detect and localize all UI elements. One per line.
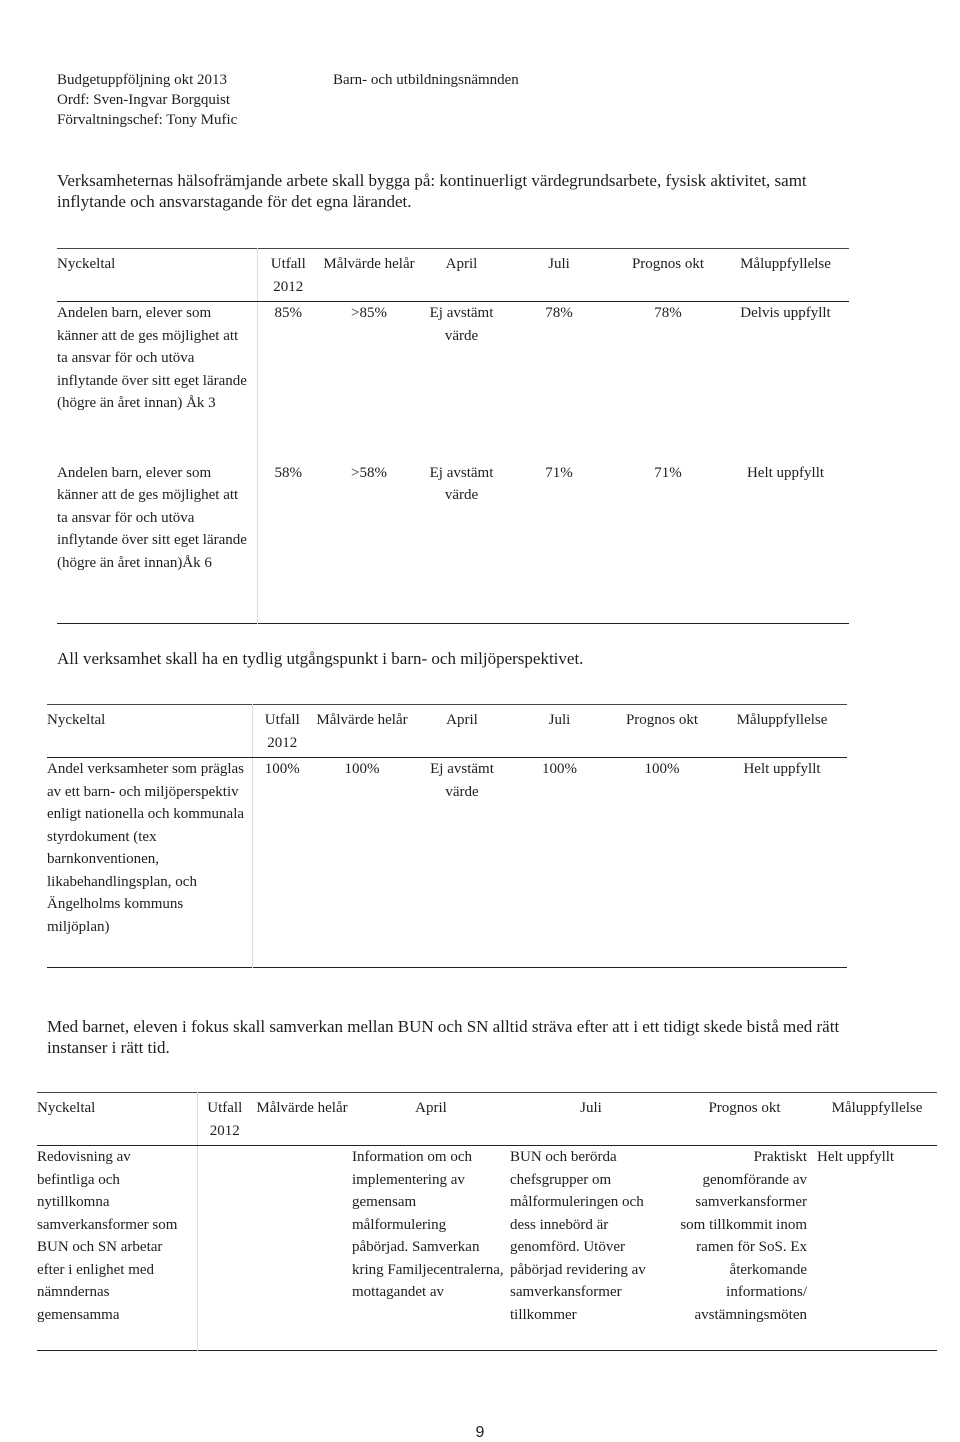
col-maluppfyllelse: Måluppfyllelse xyxy=(717,705,847,758)
table-row xyxy=(57,302,849,462)
col-juli: Juli xyxy=(512,705,607,758)
col-april: April xyxy=(419,249,504,302)
col-utfall: Utfall 2012 xyxy=(257,249,319,302)
cell-maluppfyllelse: Delvis uppfyllt xyxy=(740,305,831,321)
col-prognos: Prognos okt xyxy=(607,705,717,758)
col-prognos: Prognos okt xyxy=(614,249,722,302)
header-line-director: Förvaltningschef: Tony Mufic xyxy=(57,112,238,128)
cell-juli: 71% xyxy=(545,464,573,481)
header-line-chair: Ordf: Sven-Ingvar Borgquist xyxy=(57,92,231,108)
section-1-table xyxy=(57,248,849,624)
table-row xyxy=(57,462,849,624)
cell-prognos: 100% xyxy=(644,761,680,777)
cell-malvarde xyxy=(252,1146,352,1351)
col-utfall: Utfall 2012 xyxy=(252,705,312,758)
cell-nyckeltal: Redovisning av befintliga och nytillkomna samverkansformer som BUN och SN arbetar efter i enlighet med nämndernas gemensamma xyxy=(37,1146,197,1351)
col-juli: Juli xyxy=(504,249,614,302)
section-2-intro: All verksamhet skall ha en tydlig utgångspunkt i barn- och miljöperspektivet. xyxy=(57,649,584,668)
cell-juli: 78% xyxy=(545,305,573,321)
col-malvarde: Målvärde helår xyxy=(319,249,419,302)
col-april: April xyxy=(412,705,512,758)
section-1-intro: Verksamheternas hälsofrämjande arbete skall bygga på: kontinuerligt värdegrundsarbete, fysisk aktivitet, samt inflytande och ansvarstagande för det egna lärandet. xyxy=(57,171,807,211)
cell-malvarde: >85% xyxy=(351,305,387,321)
col-nyckeltal: Nyckeltal xyxy=(57,249,257,302)
col-nyckeltal: Nyckeltal xyxy=(47,705,252,758)
cell-utfall: 85% xyxy=(274,305,302,321)
cell-nyckeltal: Andelen barn, elever som känner att de ges möjlighet att ta ansvar för och utöva inflytande över sitt eget lärande (högre än året innan) Åk 3 xyxy=(57,302,257,462)
col-maluppfyllelse: Måluppfyllelse xyxy=(722,249,849,302)
section-3-table xyxy=(37,1092,937,1351)
header-line-budget: Budgetuppföljning okt 2013 xyxy=(57,72,227,88)
cell-utfall xyxy=(197,1146,252,1351)
cell-juli: BUN och berörda chefsgrupper om målformuleringen och dess innebörd är genomförd. Utöver påbörjad revidering av samverkansformer tillkommer xyxy=(510,1149,646,1323)
cell-malvarde: >58% xyxy=(351,464,387,481)
cell-prognos: Praktiskt genomförande av samverkansformer som tillkommit inom ramen för SoS. Ex återkomande informations/ avstämningsmöten xyxy=(680,1149,807,1323)
cell-prognos: 71% xyxy=(654,464,682,481)
cell-juli: 100% xyxy=(542,761,577,777)
committee-name: Barn- och utbildningsnämnden xyxy=(333,72,519,88)
col-malvarde: Målvärde helår xyxy=(312,705,412,758)
col-prognos: Prognos okt xyxy=(672,1093,817,1146)
cell-nyckeltal: Andelen barn, elever som känner att de ges möjlighet att ta ansvar för och utöva inflytande över sitt eget lärande (högre än året innan)Åk 6 xyxy=(57,462,257,624)
col-utfall: Utfall 2012 xyxy=(197,1093,252,1146)
table-row xyxy=(47,758,847,968)
col-maluppfyllelse: Måluppfyllelse xyxy=(817,1093,937,1146)
col-malvarde: Målvärde helår xyxy=(252,1093,352,1146)
cell-maluppfyllelse: Helt uppfyllt xyxy=(817,1149,895,1165)
col-nyckeltal: Nyckeltal xyxy=(37,1093,197,1146)
section-2-table xyxy=(47,704,847,968)
cell-april: Information om och implementering av gemensam målformulering påbörjad. Samverkan kring Familjecentralerna, mottagandet av xyxy=(352,1149,504,1300)
cell-utfall: 58% xyxy=(274,464,302,481)
cell-april: Ej avstämt värde xyxy=(430,761,494,800)
document-header xyxy=(57,70,237,130)
cell-maluppfyllelse: Helt uppfyllt xyxy=(743,761,821,777)
col-april: April xyxy=(352,1093,510,1146)
col-juli: Juli xyxy=(510,1093,672,1146)
cell-nyckeltal: Andel verksamheter som präglas av ett barn- och miljöperspektiv enligt nationella och kommunala styrdokument (tex barnkonventionen, likabehandlingsplan, och Ängelholms kommuns miljöplan) xyxy=(47,758,252,968)
cell-april: Ej avstämt värde xyxy=(429,305,494,344)
section-3-intro: Med barnet, eleven i fokus skall samverkan mellan BUN och SN alltid sträva efter att i ett tidigt skede bistå med rätt instanser i rätt tid. xyxy=(47,1017,840,1057)
page-number: 9 xyxy=(475,1424,485,1441)
cell-april: Ej avstämt värde xyxy=(429,464,494,503)
cell-malvarde: 100% xyxy=(344,761,380,777)
cell-utfall: 100% xyxy=(264,761,300,777)
table-row xyxy=(37,1146,937,1351)
cell-prognos: 78% xyxy=(654,305,682,321)
cell-maluppfyllelse: Helt uppfyllt xyxy=(746,464,825,481)
